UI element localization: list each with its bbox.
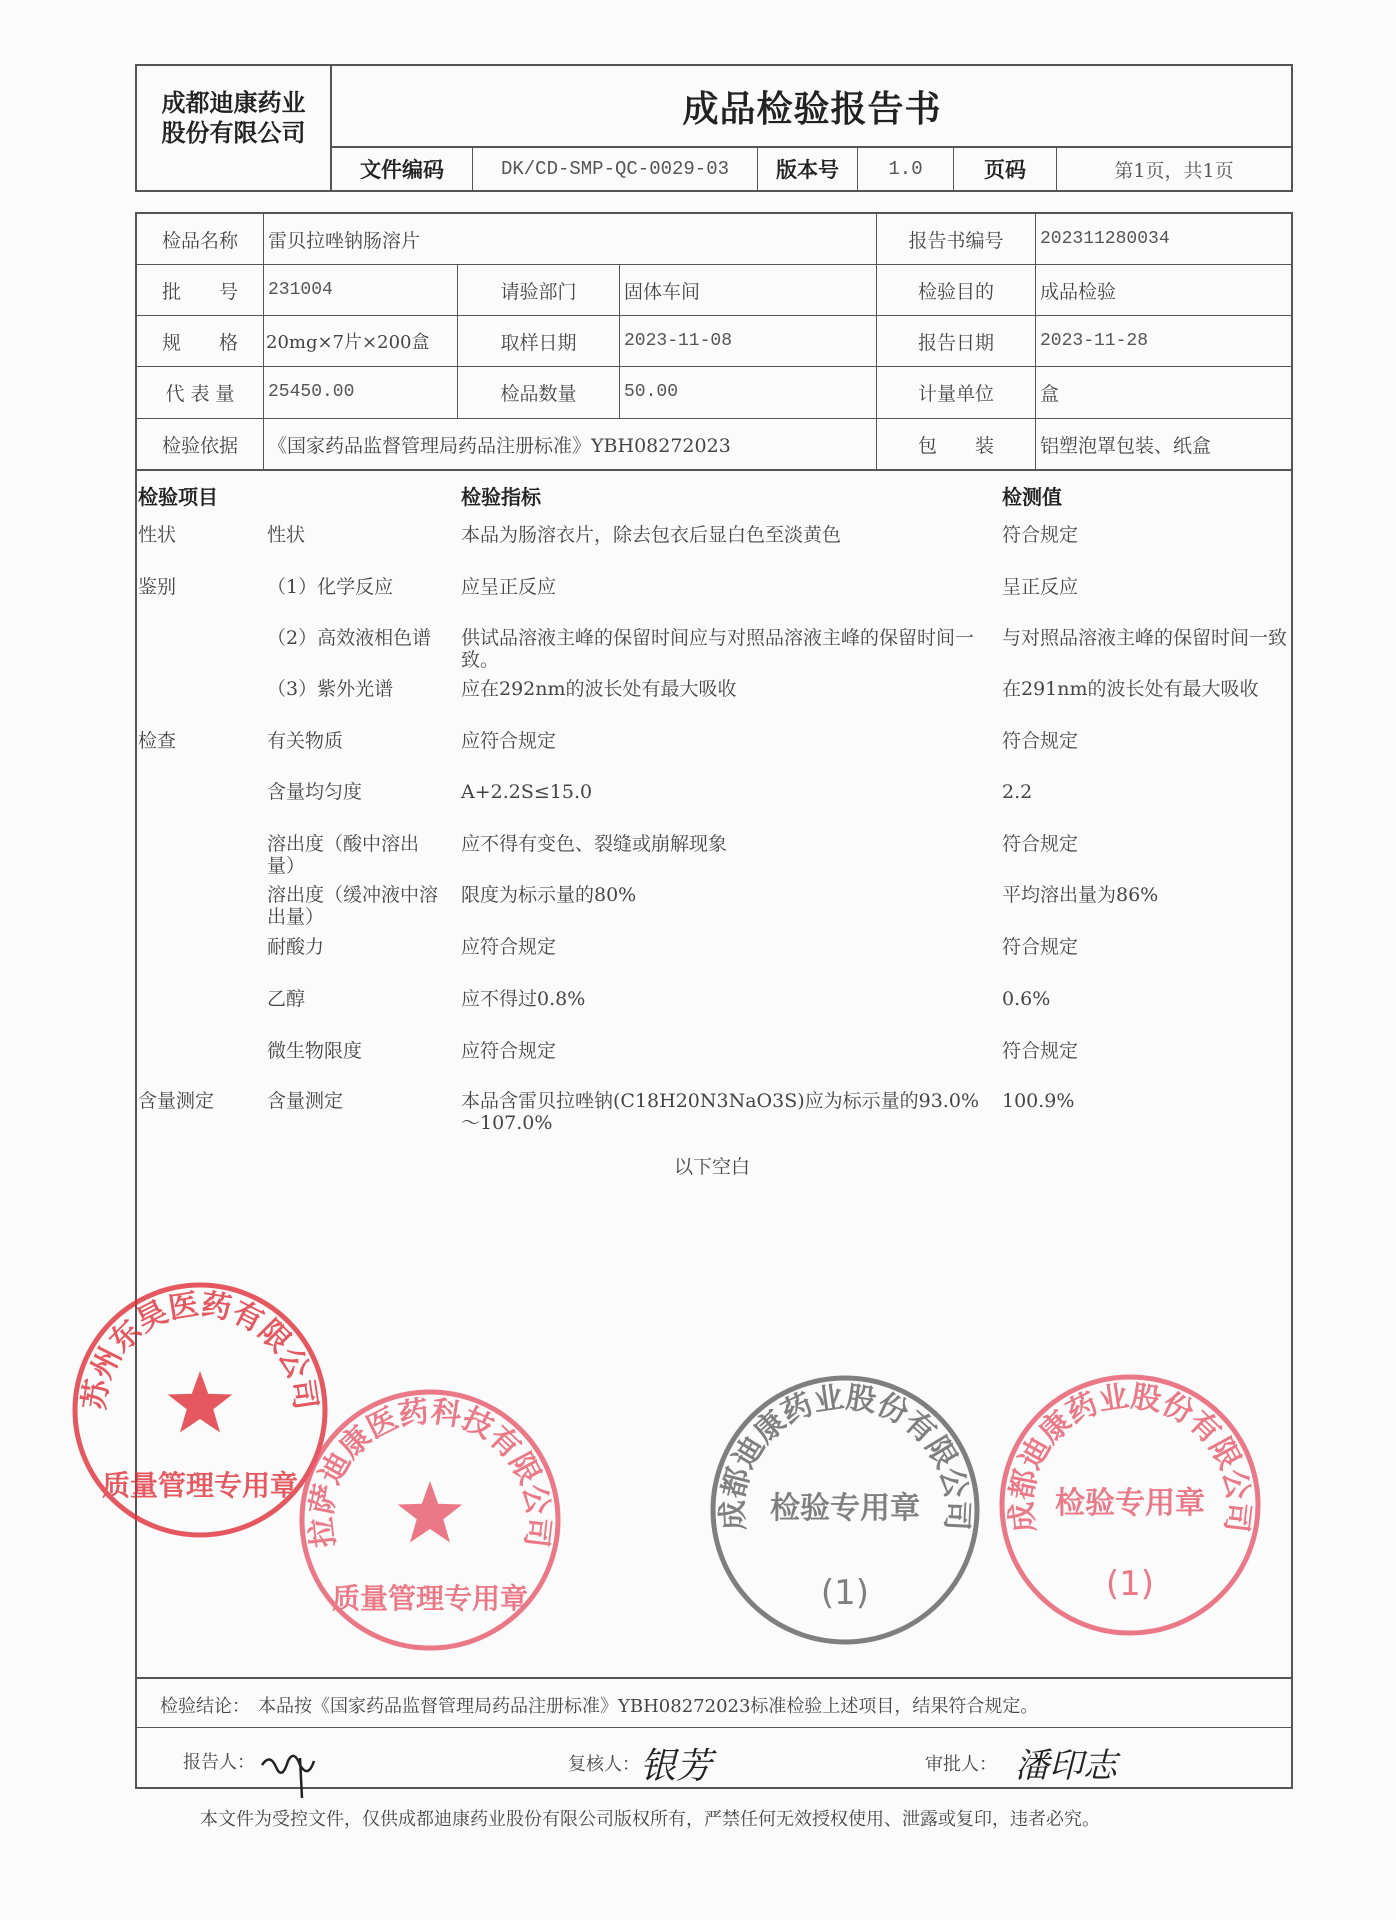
item-category: 含量测定 <box>138 1090 215 1112</box>
unit-value: 盒 <box>1040 382 1060 405</box>
report-date-label: 报告日期 <box>917 331 994 354</box>
item-result: 在291nm的波长处有最大吸收 <box>1002 678 1259 700</box>
approver-label: 审批人： <box>925 1754 997 1775</box>
dept-value: 固体车间 <box>624 280 701 303</box>
item-result: 与对照品溶液主峰的保留时间一致 <box>1002 627 1288 649</box>
company-name-line2: 股份有限公司 <box>161 119 306 147</box>
spec-value: 20mg×7片×200盒 <box>266 332 430 353</box>
sample-qty-label: 检品数量 <box>500 382 577 405</box>
basis-value: 《国家药品监督管理局药品注册标准》YBH08272023 <box>268 434 731 457</box>
page-number: 第1页，共1页 <box>1114 159 1234 182</box>
version-value: 1.0 <box>888 158 923 180</box>
conclusion-text: 本品按《国家药品监督管理局药品注册标准》YBH08272023标准检验上述项目，结果符合规定。 <box>258 1696 1039 1717</box>
packaging-value: 铝塑泡罩包装、纸盒 <box>1040 434 1212 457</box>
company-name-line1: 成都迪康药业 <box>161 89 306 117</box>
item-name: 溶出度（缓冲液中溶出量） <box>267 884 439 928</box>
item-standard: 本品含雷贝拉唑钠(C18H20N3NaO3S)应为标示量的93.0%～107.0% <box>461 1090 979 1134</box>
item-name: （3）紫外光谱 <box>267 678 394 700</box>
item-standard: 应符合规定 <box>461 730 557 752</box>
item-standard: 应符合规定 <box>461 936 557 958</box>
stamp-org-text: 苏州东昊医药有限公司 <box>77 1287 323 1412</box>
item-name: 性状 <box>267 524 306 546</box>
conclusion-label: 检验结论： <box>160 1696 250 1717</box>
stamp-purpose-text: 质量管理专用章 <box>331 1582 529 1615</box>
item-name: 含量均匀度 <box>267 781 363 803</box>
item-result: 符合规定 <box>1002 1040 1079 1062</box>
dept-label: 请验部门 <box>500 280 577 303</box>
item-standard: 本品为肠溶衣片，除去包衣后显白色至淡黄色 <box>461 524 842 546</box>
item-result: 符合规定 <box>1002 730 1079 752</box>
spec-label: 规 格 <box>161 331 238 354</box>
company-name <box>137 88 330 148</box>
stamp-number-text: (1) <box>1105 1564 1155 1604</box>
item-result: 符合规定 <box>1002 936 1079 958</box>
item-name: 乙醇 <box>267 988 306 1010</box>
batch-label: 批 号 <box>161 280 238 303</box>
item-standard: 应呈正反应 <box>461 576 557 598</box>
reviewer-signature: 银芳 <box>640 1746 713 1787</box>
item-standard: 限度为标示量的80% <box>461 884 637 906</box>
star-icon <box>168 1371 233 1433</box>
stamp-purpose-text: 检验专用章 <box>770 1491 920 1526</box>
stamp-ring <box>713 1378 977 1642</box>
doc-code-label: 文件编码 <box>360 158 444 182</box>
sample-date: 2023-11-08 <box>624 331 733 351</box>
end-note: 以下空白 <box>674 1156 751 1178</box>
footer-notice: 本文件为受控文件，仅供成都迪康药业股份有限公司版权所有，严禁任何无效授权使用、泄露或复印，违者必究。 <box>200 1809 1100 1830</box>
item-name: 有关物质 <box>267 730 344 752</box>
item-category: 性状 <box>138 524 177 546</box>
stamp-suzhou-donghao <box>75 1285 325 1535</box>
item-result: 符合规定 <box>1002 833 1079 855</box>
header-standard: 检验指标 <box>461 485 541 509</box>
report-no-label: 报告书编号 <box>908 229 1004 252</box>
stamp-chengdu-dikang-red <box>1002 1377 1258 1633</box>
item-name: 含量测定 <box>267 1090 344 1112</box>
stamp-org-text: 拉萨迪康医药科技有限公司 <box>304 1394 556 1550</box>
quantity-label: 代 表 量 <box>165 382 235 405</box>
approver-signature: 潘印志 <box>1015 1746 1117 1786</box>
page-label: 页码 <box>984 158 1026 182</box>
purpose-label: 检验目的 <box>917 280 994 303</box>
item-name: （1）化学反应 <box>267 576 394 598</box>
item-standard: 应不得有变色、裂缝或崩解现象 <box>461 833 728 855</box>
stamp-purpose-text: 质量管理专用章 <box>101 1469 299 1502</box>
product-name: 雷贝拉唑钠肠溶片 <box>268 229 421 252</box>
stamp-ring <box>302 1392 558 1648</box>
batch-number: 231004 <box>268 280 333 300</box>
item-category: 检查 <box>138 730 177 752</box>
item-standard: 应在292nm的波长处有最大吸收 <box>461 678 737 700</box>
item-result: 100.9% <box>1002 1090 1075 1112</box>
item-standard: 应不得过0.8% <box>461 988 586 1010</box>
item-standard: A+2.2S≤15.0 <box>461 781 593 803</box>
item-result: 呈正反应 <box>1002 576 1079 598</box>
item-result: 0.6% <box>1002 988 1051 1010</box>
reviewer-label: 复核人： <box>568 1754 640 1775</box>
quantity-value: 25450.00 <box>268 382 355 402</box>
header-result: 检测值 <box>1002 485 1062 509</box>
sample-qty-value: 50.00 <box>624 382 679 402</box>
doc-code: DK/CD-SMP-QC-0029-03 <box>500 158 730 180</box>
reporter-label: 报告人： <box>183 1752 255 1773</box>
item-result: 2.2 <box>1002 781 1033 803</box>
packaging-label: 包 装 <box>917 434 994 457</box>
header-item: 检验项目 <box>138 485 218 509</box>
basis-label: 检验依据 <box>161 434 238 457</box>
product-name-label: 检品名称 <box>161 229 238 252</box>
item-name: 溶出度（酸中溶出量） <box>267 833 420 877</box>
stamp-chengdu-dikang-gray <box>713 1378 977 1642</box>
report-no: 202311280034 <box>1040 229 1170 249</box>
stamp-purpose-text: 检验专用章 <box>1055 1486 1205 1521</box>
stamp-ring <box>75 1285 325 1535</box>
report-date: 2023-11-28 <box>1040 331 1149 351</box>
item-name: 耐酸力 <box>267 936 325 958</box>
stamp-lhasa-dikang <box>302 1392 558 1648</box>
unit-label: 计量单位 <box>917 382 994 405</box>
version-label: 版本号 <box>776 158 839 182</box>
stamp-org-text: 成都迪康药业股份有限公司 <box>1004 1379 1256 1535</box>
item-result: 符合规定 <box>1002 524 1079 546</box>
sample-date-label: 取样日期 <box>500 331 577 354</box>
item-name: （2）高效液相色谱 <box>267 627 432 649</box>
item-standard: 应符合规定 <box>461 1040 557 1062</box>
stamp-number-text: (1) <box>820 1573 870 1613</box>
item-name: 微生物限度 <box>267 1040 363 1062</box>
item-standard: 供试品溶液主峰的保留时间应与对照品溶液主峰的保留时间一致。 <box>461 627 975 671</box>
purpose-value: 成品检验 <box>1040 280 1117 303</box>
stamp-org-text: 成都迪康药业股份有限公司 <box>715 1380 975 1532</box>
item-result: 平均溶出量为86% <box>1002 884 1159 906</box>
stamp-ring <box>1002 1377 1258 1633</box>
star-icon <box>398 1481 463 1543</box>
item-category: 鉴别 <box>138 576 177 598</box>
document-title: 成品检验报告书 <box>682 88 942 130</box>
